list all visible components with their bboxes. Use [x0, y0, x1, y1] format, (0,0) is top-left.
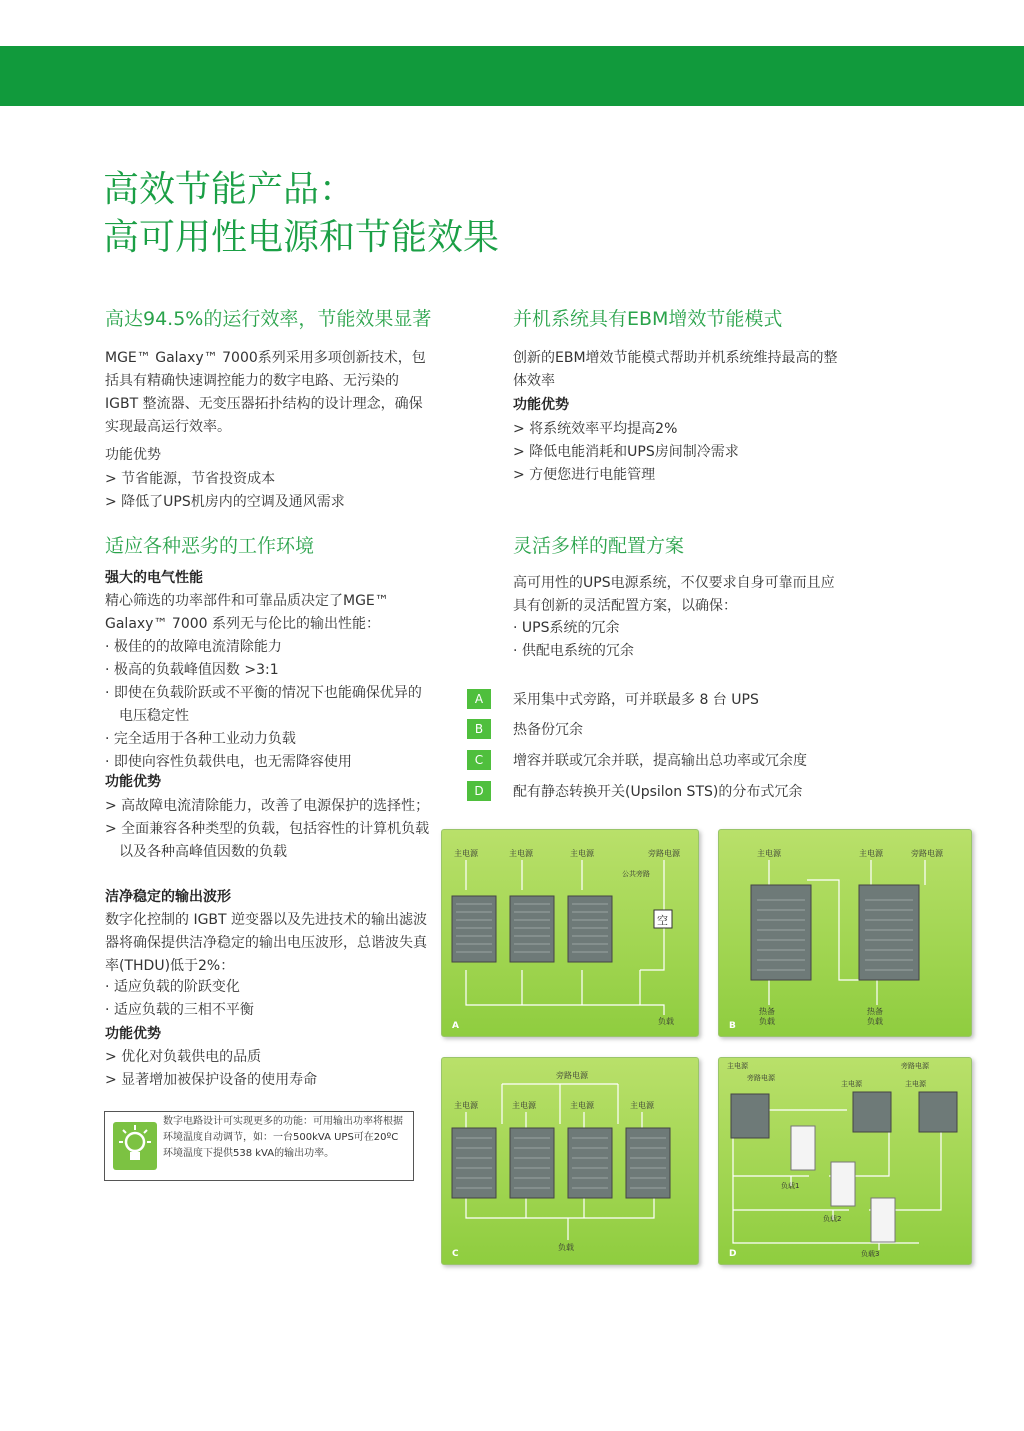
common-bypass-label: 公共旁路 [622, 870, 650, 878]
list-item: > 优化对负载供电的品质 [105, 1049, 262, 1065]
option-letter: C [467, 750, 491, 770]
list-item: · 即使在负载阶跃或不平衡的情况下也能确保优异的电压稳定性 [105, 685, 422, 724]
section-heading-environment: 适应各种恶劣的工作环境 [105, 535, 315, 557]
option-text: 采用集中式旁路，可并联最多 8 台 UPS [513, 692, 759, 708]
main-power-label: 主电源 [570, 1101, 594, 1110]
tip-box [104, 1111, 414, 1181]
list-item: · UPS系统的冗余 [513, 620, 620, 636]
tip-text: 数字电路设计可实现更多的功能：可用输出功率将根据环境温度自动调节，如：一台500kVA UPS可在20ºC 环境温度下提供538 kVA的输出功率。 [163, 1116, 403, 1159]
top-green-bar [0, 46, 1024, 106]
diagram-letter: B [729, 1021, 736, 1031]
electrical-paragraph: 精心筛选的功率部件和可靠品质决定了MGE™ Galaxy™ 7000 系列无与伦比的输出性能： [105, 593, 389, 632]
list-item: · 完全适用于各种工业动力负载 [105, 731, 296, 747]
efficiency-paragraph: MGE™ Galaxy™ 7000系列采用多项创新技术，包括具有精确快速调控能力的数字电路、无污染的 IGBT 整流器、无变压器拓扑结构的设计理念，确保实现最高运行效率。 [105, 350, 426, 435]
benefits-list-3 [105, 1046, 435, 1092]
diagram-letter: A [452, 1021, 459, 1031]
ups-cabinet-group [452, 896, 612, 962]
title-line-2: 高可用性电源和节能效果 [103, 217, 500, 258]
main-power-label: 主电源 [905, 1080, 926, 1088]
main-power-label: 主电源 [630, 1101, 654, 1110]
list-item: > 降低电能消耗和UPS房间制冷需求 [513, 444, 739, 460]
list-item: > 显著增加被保护设备的使用寿命 [105, 1072, 318, 1088]
switch-label: 空 [657, 914, 668, 927]
ebm-benefits-title: 功能优势 [513, 397, 569, 413]
main-power-label: 主电源 [512, 1101, 536, 1110]
list-item: > 将系统效率平均提高2% [513, 421, 678, 437]
load-label: 负载2 [823, 1215, 842, 1223]
option-letter: D [467, 781, 491, 801]
list-item: · 即使向容性负载供电，也无需降容使用 [105, 754, 352, 770]
ebm-benefits-list [513, 418, 843, 487]
subheading-waveform: 洁净稳定的输出波形 [105, 889, 231, 905]
electrical-list [105, 636, 435, 774]
waveform-paragraph: 数字化控制的 IGBT 逆变器以及先进技术的输出滤波器将确保提供洁净稳定的输出电压波形，总谐波失真率(THDU)低于2%： [105, 912, 428, 974]
main-power-label: 主电源 [570, 849, 594, 858]
list-item: > 降低了UPS机房内的空调及通风需求 [105, 494, 345, 510]
diagram-c [441, 1057, 699, 1265]
option-text: 增容并联或冗余并联，提高输出总功率或冗余度 [513, 753, 807, 769]
load-label: 负载 [658, 1017, 674, 1026]
ebm-paragraph: 创新的EBM增效节能模式帮助并机系统维持最高的整体效率 [513, 350, 838, 389]
title-line-1: 高效节能产品： [103, 169, 356, 210]
option-b [467, 718, 583, 740]
waveform-list [105, 976, 435, 1022]
main-power-label: 主电源 [509, 849, 533, 858]
main-power-label: 主电源 [841, 1080, 862, 1088]
config-paragraph: 高可用性的UPS电源系统，不仅要求自身可靠而且应具有创新的灵活配置方案，以确保： [513, 575, 835, 614]
list-item: > 节省能源，节省投资成本 [105, 471, 276, 487]
option-d [467, 780, 802, 802]
hot-standby-label: 热备 [759, 1007, 775, 1016]
efficiency-benefits-title: 功能优势 [105, 447, 161, 463]
option-text: 配有静态转换开关(Upsilon STS)的分布式冗余 [513, 784, 803, 800]
bypass-power-label: 旁路电源 [911, 849, 943, 858]
list-item: · 适应负载的三相不平衡 [105, 1002, 254, 1018]
section-heading-efficiency: 高达94.5%的运行效率，节能效果显著 [105, 308, 432, 330]
load-label: 负载 [558, 1243, 574, 1252]
config-list [513, 617, 843, 663]
benefits-list-2 [105, 795, 435, 864]
diagram-a [441, 829, 699, 1037]
efficiency-benefits-list [105, 468, 435, 514]
load-label: 负载3 [861, 1250, 880, 1258]
option-letter: B [467, 719, 491, 739]
subheading-benefits-2: 功能优势 [105, 774, 161, 790]
diagram-letter: C [452, 1249, 459, 1259]
load-label: 负载1 [781, 1182, 800, 1190]
option-letter: A [467, 689, 491, 709]
page-title [103, 166, 499, 262]
list-item: > 全面兼容各种类型的负载，包括容性的计算机负载以及各种高峰值因数的负载 [105, 821, 430, 860]
main-power-label: 主电源 [859, 849, 883, 858]
list-item: · 极佳的的故障电流清除能力 [105, 639, 282, 655]
option-c [467, 749, 807, 771]
diagram-letter: D [729, 1249, 737, 1259]
bypass-power-label: 旁路电源 [648, 849, 680, 858]
subheading-benefits-3: 功能优势 [105, 1026, 161, 1042]
bypass-power-label: 旁路电源 [556, 1071, 588, 1080]
lightbulb-icon [113, 1122, 157, 1170]
list-item: · 供配电系统的冗余 [513, 643, 634, 659]
load-label: 负载 [759, 1017, 775, 1026]
main-power-label: 主电源 [727, 1062, 748, 1070]
diagram-d [718, 1057, 972, 1265]
diagram-b [718, 829, 972, 1037]
main-power-label: 主电源 [757, 849, 781, 858]
subheading-electrical: 强大的电气性能 [105, 570, 203, 586]
section-heading-ebm: 并机系统具有EBM增效节能模式 [513, 308, 783, 330]
list-item: > 方便您进行电能管理 [513, 467, 656, 483]
main-power-label: 主电源 [454, 849, 478, 858]
option-text: 热备份冗余 [513, 722, 583, 738]
list-item: > 高故障电流清除能力，改善了电源保护的选择性； [105, 798, 430, 814]
list-item: · 适应负载的阶跃变化 [105, 979, 240, 995]
main-power-label: 主电源 [454, 1101, 478, 1110]
bypass-power-label: 旁路电源 [747, 1074, 775, 1082]
section-heading-config: 灵活多样的配置方案 [513, 535, 685, 557]
option-a [467, 688, 759, 710]
hot-standby-label: 热备 [867, 1007, 883, 1016]
load-label: 负载 [867, 1017, 883, 1026]
list-item: · 极高的负载峰值因数 >3:1 [105, 662, 279, 678]
bypass-power-label: 旁路电源 [901, 1062, 929, 1070]
